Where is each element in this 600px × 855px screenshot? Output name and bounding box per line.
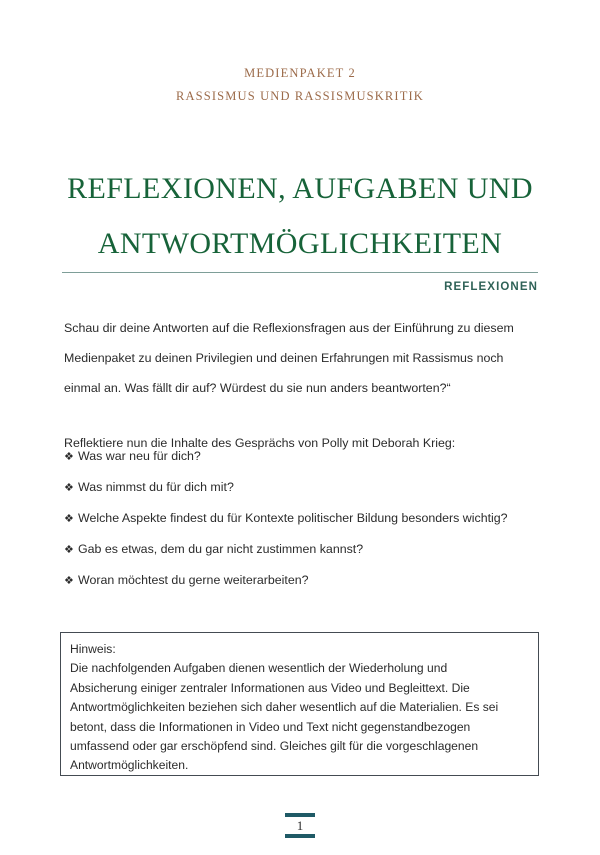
page-number: 1 <box>296 818 304 833</box>
intro-paragraph: Schau dir deine Antworten auf die Reflexionsfragen aus der Einführung zu diesem Medienpaket zu deinen Privilegien und deinen Erfahrungen mit Rassismus noch einmal an. Was fällt dir auf? Würdest du sie nun anders beantworten?“ <box>64 321 514 396</box>
footer-bar-bottom <box>285 834 315 838</box>
diamond-bullet-icon: ❖ <box>64 544 74 556</box>
page-title-line-1: REFLEXIONEN, AUFGABEN UND <box>67 172 533 206</box>
list-item-label: Welche Aspekte findest du für Kontexte politischer Bildung besonders wichtig? <box>78 511 508 525</box>
list-item-label: Gab es etwas, dem du gar nicht zustimmen kannst? <box>78 542 364 556</box>
page-title <box>0 161 600 271</box>
note-line: Antwortmöglichkeiten. <box>70 758 189 773</box>
note-line: Hinweis: <box>70 642 116 656</box>
note-line: Die nachfolgenden Aufgaben dienen wesentlich der Wiederholung und <box>70 661 448 676</box>
reflection-lead-in: Reflektiere nun die Inhalte des Gesprächs von Polly mit Deborah Krieg: <box>64 436 456 451</box>
list-item <box>64 534 540 565</box>
list-item <box>64 503 540 534</box>
note-line: umfassend oder gar erschöpfend sind. Gleiches gilt für die vorgeschlagenen <box>70 739 479 754</box>
list-item-label: Woran möchtest du gerne weiterarbeiten? <box>78 573 309 587</box>
list-item <box>64 565 540 596</box>
diamond-bullet-icon: ❖ <box>64 513 74 525</box>
page-title-line-2: ANTWORTMÖGLICHKEITEN <box>97 227 503 261</box>
note-line: betont, dass die Informationen in Video und Text nicht gegenstandbezogen <box>70 719 471 734</box>
diamond-bullet-icon: ❖ <box>64 482 74 494</box>
page-footer <box>0 813 600 838</box>
list-item-label: Was war neu für dich? <box>78 449 201 463</box>
list-item-label: Was nimmst du für dich mit? <box>78 480 234 494</box>
hinweis-note-box <box>60 632 539 776</box>
list-item <box>64 472 540 503</box>
kicker-line-subject: RASSISMUS UND RASSISMUSKRITIK <box>176 89 424 103</box>
diamond-bullet-icon: ❖ <box>64 575 74 587</box>
section-divider <box>62 272 538 273</box>
note-line: Antwortmöglichkeiten beziehen sich daher wesentlich auf die Materialien. Es sei <box>70 700 499 715</box>
list-item <box>64 441 540 472</box>
reflection-question-list <box>64 441 540 596</box>
diamond-bullet-icon: ❖ <box>64 451 74 463</box>
document-kicker <box>0 62 600 108</box>
section-label-reflexionen: REFLEXIONEN <box>444 281 538 293</box>
kicker-line-package: MEDIENPAKET 2 <box>244 66 356 80</box>
note-line: Absicherung einiger zentraler Informationen aus Video und Begleittext. Die <box>70 680 470 695</box>
